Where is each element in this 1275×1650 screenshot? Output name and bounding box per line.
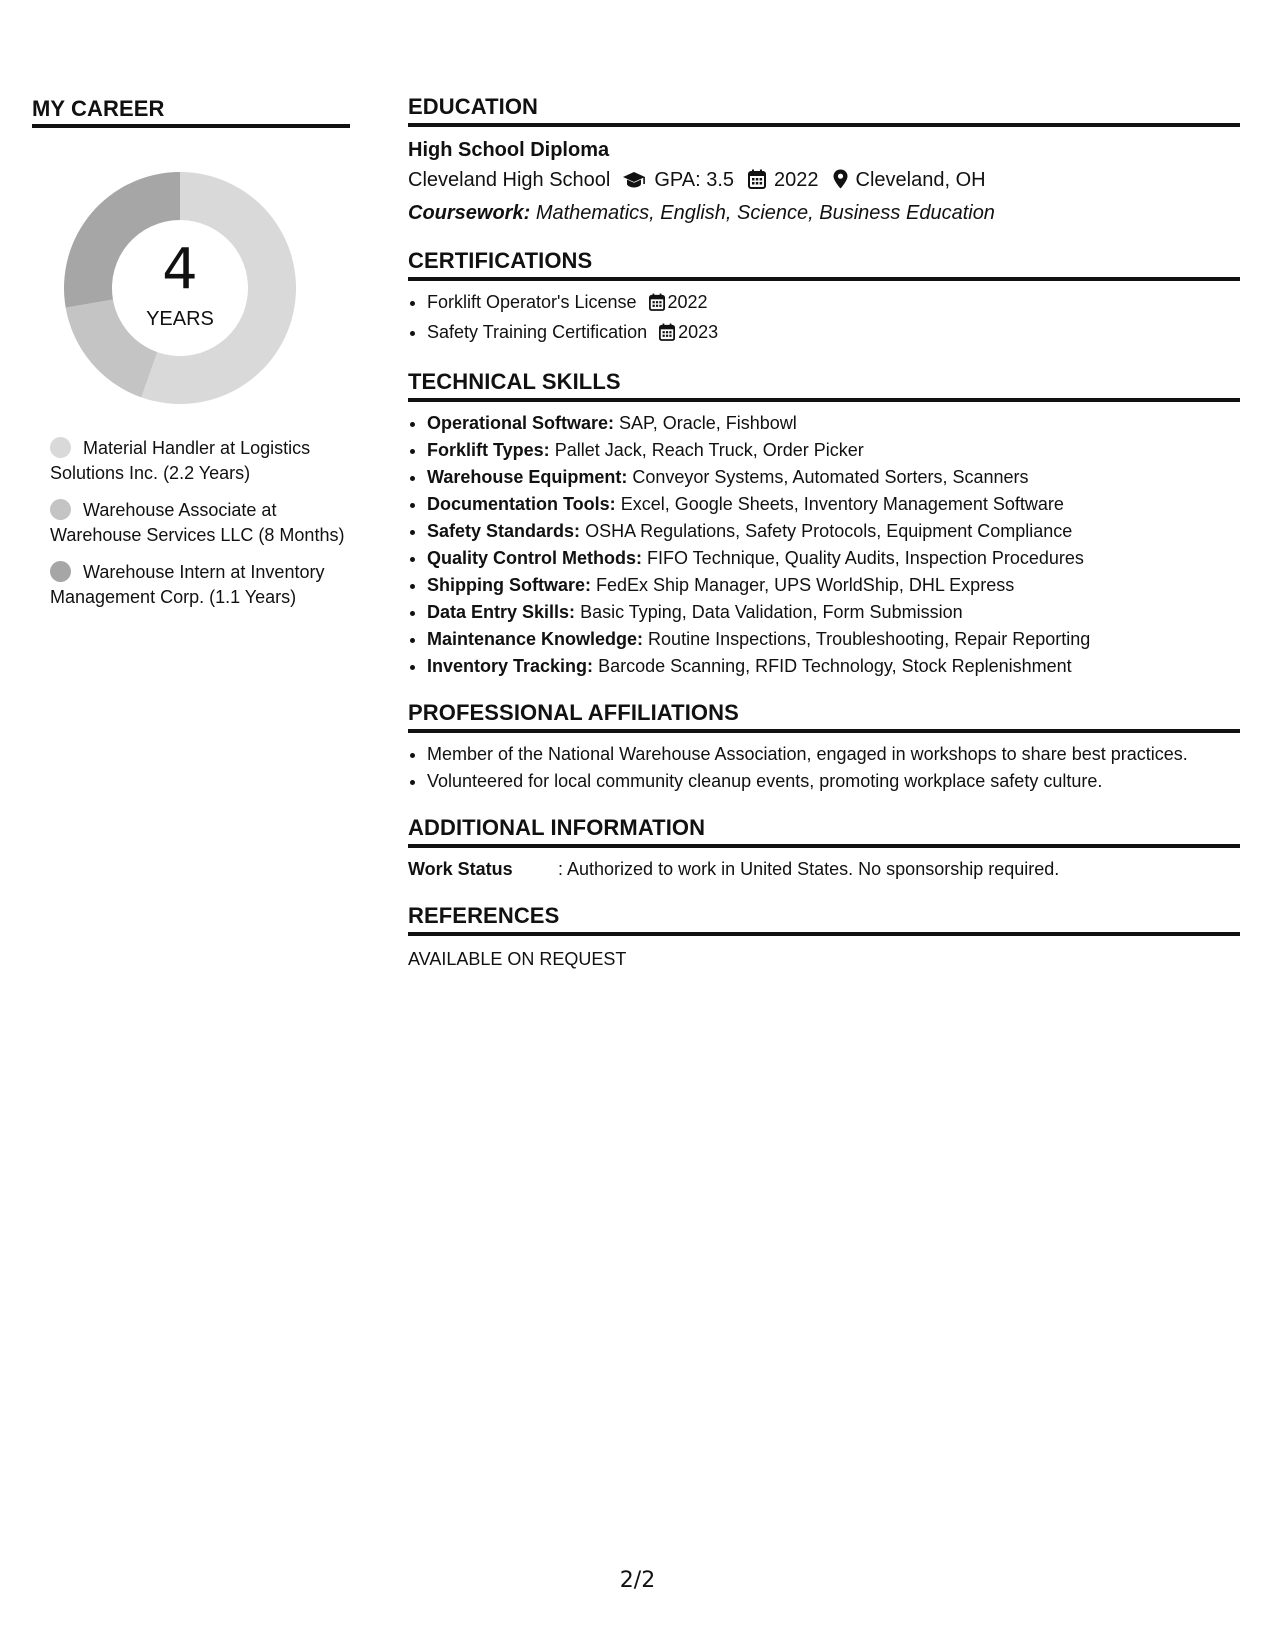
skill-item xyxy=(427,599,1240,626)
skill-item xyxy=(427,545,1240,572)
skill-label: Data Entry Skills: xyxy=(427,602,576,622)
education-heading: EDUCATION xyxy=(408,94,1240,127)
skill-item xyxy=(427,410,1240,437)
technical-skills-heading: TECHNICAL SKILLS xyxy=(408,369,1240,402)
skill-value: Basic Typing, Data Validation, Form Submission xyxy=(580,602,963,622)
references-text: AVAILABLE ON REQUEST xyxy=(408,949,627,969)
education-school: Cleveland High School xyxy=(408,169,611,191)
map-pin-icon xyxy=(833,168,848,198)
skill-item xyxy=(427,653,1240,680)
donut-center xyxy=(54,162,306,414)
certification-year: 2023 xyxy=(678,322,719,342)
skill-label: Documentation Tools: xyxy=(427,494,616,514)
skill-label: Inventory Tracking: xyxy=(427,656,594,676)
career-total-label: YEARS xyxy=(146,308,214,330)
career-legend-label: Material Handler at Logistics Solutions Inc. (2.2 Years) xyxy=(50,438,311,483)
career-legend-label: Warehouse Intern at Inventory Management Corp. (1.1 Years) xyxy=(50,562,325,607)
technical-skills-section xyxy=(408,369,1240,680)
career-legend-label: Warehouse Associate at Warehouse Services LLC (8 Months) xyxy=(50,500,345,545)
skill-item xyxy=(427,464,1240,491)
skill-item xyxy=(427,626,1240,653)
calendar-icon xyxy=(649,292,665,319)
skill-label: Operational Software: xyxy=(427,413,615,433)
affiliations-section xyxy=(408,700,1240,795)
page-number: 2/2 xyxy=(619,1568,656,1593)
skill-label: Safety Standards: xyxy=(427,521,581,541)
career-legend xyxy=(50,436,350,610)
affiliations-heading: PROFESSIONAL AFFILIATIONS xyxy=(408,700,1240,733)
skill-value: Excel, Google Sheets, Inventory Management Software xyxy=(620,494,1064,514)
affiliation-item: • Member of the National Warehouse Association, engaged in workshops to share best practices. xyxy=(427,741,1240,768)
certifications-heading: CERTIFICATIONS xyxy=(408,248,1240,281)
career-sidebar xyxy=(32,96,350,622)
education-gpa: GPA: 3.5 xyxy=(654,169,735,191)
additional-info-section xyxy=(408,815,1240,883)
main-content xyxy=(408,94,1240,973)
skill-label: Forklift Types: xyxy=(427,440,550,460)
certification-item xyxy=(427,289,1240,319)
work-status-label: Work Status xyxy=(408,859,513,879)
skill-item xyxy=(427,491,1240,518)
work-status-row xyxy=(408,856,1240,883)
certification-year: 2022 xyxy=(667,292,708,312)
education-details xyxy=(408,165,1240,198)
skill-value: SAP, Oracle, Fishbowl xyxy=(619,413,797,433)
skill-label: Maintenance Knowledge: xyxy=(427,629,644,649)
graduation-cap-icon xyxy=(622,168,646,198)
references-heading: REFERENCES xyxy=(408,903,1240,936)
certification-name: Forklift Operator's License xyxy=(427,292,637,312)
coursework-label: Coursework: xyxy=(408,202,531,224)
skill-item xyxy=(427,518,1240,545)
career-heading: MY CAREER xyxy=(32,96,350,128)
calendar-icon xyxy=(659,322,675,349)
career-total-years: 4 xyxy=(162,237,198,302)
coursework-list: Mathematics, English, Science, Business Education xyxy=(535,202,995,224)
calendar-icon xyxy=(748,168,766,198)
skill-value: Conveyor Systems, Automated Sorters, Scanners xyxy=(632,467,1029,487)
education-coursework xyxy=(408,198,1240,228)
skill-value: FedEx Ship Manager, UPS WorldShip, DHL Express xyxy=(596,575,1015,595)
legend-dot-icon xyxy=(50,561,71,582)
skill-value: OSHA Regulations, Safety Protocols, Equipment Compliance xyxy=(585,521,1073,541)
certification-item xyxy=(427,319,1240,349)
skill-label: Warehouse Equipment: xyxy=(427,467,628,487)
certifications-list xyxy=(408,289,1240,349)
technical-skills-list xyxy=(408,410,1240,680)
references-section xyxy=(408,903,1240,973)
skill-label: Shipping Software: xyxy=(427,575,591,595)
certification-name: Safety Training Certification xyxy=(427,322,648,342)
affiliations-list xyxy=(408,741,1240,795)
skill-value: FIFO Technique, Quality Audits, Inspection Procedures xyxy=(647,548,1084,568)
skill-value: Pallet Jack, Reach Truck, Order Picker xyxy=(554,440,864,460)
skill-item xyxy=(427,437,1240,464)
legend-dot-icon xyxy=(50,437,71,458)
certifications-section xyxy=(408,248,1240,349)
affiliation-item: • Volunteered for local community cleanup events, promoting workplace safety culture. xyxy=(427,768,1240,795)
skill-item xyxy=(427,572,1240,599)
career-donut-chart xyxy=(54,162,306,414)
career-legend-item xyxy=(50,436,350,486)
skill-value: Barcode Scanning, RFID Technology, Stock Replenishment xyxy=(598,656,1072,676)
work-status-value: : Authorized to work in United States. No sponsorship required. xyxy=(558,859,1060,879)
education-year: 2022 xyxy=(774,169,819,191)
skill-value: Routine Inspections, Troubleshooting, Repair Reporting xyxy=(648,629,1091,649)
legend-dot-icon xyxy=(50,499,71,520)
additional-info-heading: ADDITIONAL INFORMATION xyxy=(408,815,1240,848)
education-degree: High School Diploma xyxy=(408,139,610,161)
education-section xyxy=(408,94,1240,228)
career-legend-item xyxy=(50,498,350,548)
skill-label: Quality Control Methods: xyxy=(427,548,642,568)
education-location: Cleveland, OH xyxy=(855,169,986,191)
career-legend-item xyxy=(50,560,350,610)
